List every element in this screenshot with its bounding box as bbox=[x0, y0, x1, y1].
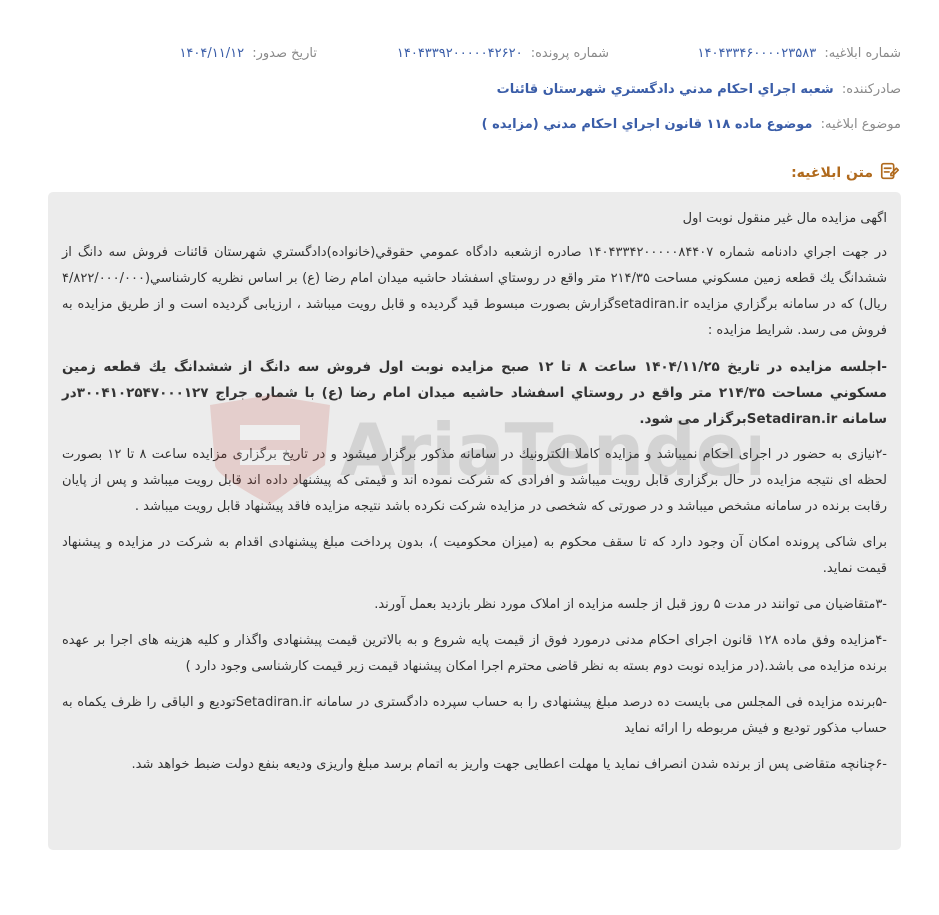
case-number-value: ۱۴۰۴۳۳۹۲۰۰۰۰۰۴۲۶۲۰ bbox=[396, 46, 523, 61]
document-edit-icon bbox=[879, 160, 901, 186]
case-number bbox=[397, 46, 609, 61]
issue-date-value: ۱۴۰۴/۱۱/۱۲ bbox=[179, 46, 245, 61]
notice-number bbox=[698, 46, 902, 61]
issue-date bbox=[179, 46, 317, 61]
issuer bbox=[497, 82, 901, 97]
issue-date-label: تاريخ صدور: bbox=[252, 46, 317, 61]
issuer-value: شعبه اجراي احكام مدني دادگستري شهرستان قائنات bbox=[496, 82, 834, 97]
notice-paragraph: -۲نيازی به حضور در اجرای احكام نميباشد و مزايده كاملا الكترونيك در سامانه مذكور برگزار ميشود و در تاريخ برگزاری مزايده ساعت ۸ تا ۱۲ بصورت لحظه ای نتيجه مزايده در حال برگزاری قابل رويت ميباشد و افرادی كه شركت نموده اند و قيمتی كه پيشنهاد داده اند قابل رويت ميباشد و پس از پايان رقابت برنده در سامانه مشخص ميباشد و در صورتی كه شخصی در مزايده شركت نكرده باشد نتيجه مزايده فاقد پيشنهاد قابل رويت ميباشد . bbox=[62, 447, 887, 514]
subject-label: موضوع ابلاغيه: bbox=[820, 117, 901, 132]
notice-paragraph: -۶چنانچه متقاضی پس از برنده شدن انصراف نمايد يا مهلت اعطايی جهت واريز به اتمام برسد مبلغ واريزی وديعه بنفع دولت ضبط خواهد شد. bbox=[131, 757, 887, 772]
meta-row bbox=[0, 38, 939, 68]
issuer-label: صادرکننده: bbox=[841, 82, 901, 97]
notice-paragraph-bold: -اجلسه مزايده در تاريخ ۱۴۰۴/۱۱/۲۵ ساعت ۸ تا ۱۲ صبح مزايده نوبت اول فروش سه دانگ از ششدانگ يك قطعه زمين مسكوني مساحت ۲۱۴/۳۵ متر واقع در روستاي اسفشاد حاشيه ميدان امام رضا (ع) با شماره جراج ۳۰۰۴۱۰۲۵۴۷۰۰۰۱۲۷در سامانه Setadiran.irبرگزار می شود. bbox=[62, 359, 887, 427]
subject-value: موضوع ماده ۱۱۸ قانون اجراي احكام مدني (مزايده ) bbox=[481, 117, 813, 132]
notice-paragraph: -۵برنده مزايده فی المجلس می بايست ده درصد مبلغ پيشنهادی را به حساب سپرده دادگستری در سامانه Setadiran.irتوديع و الباقی را ظرف يكماه به حساب مذكور توديع و فيش مربوطه را ارائه نمايد bbox=[62, 695, 887, 736]
notice-number-value: ۱۴۰۴۳۳۴۶۰۰۰۰۲۳۵۸۳ bbox=[697, 46, 817, 61]
notice-paragraph: برای شاكی پرونده امكان آن وجود دارد كه تا سقف محكوم به (ميزان محكوميت )، بدون پرداخت مبلغ پيشنهادی اقدام به شركت در مزايده و پيشنهاد قيمت نمايد. bbox=[62, 535, 887, 576]
notice-paragraph: -۴مزايده وفق ماده ۱۲۸ قانون اجرای احكام مدنی درمورد فوق از قيمت پايه شروع و به بالاترين قيمت پيشنهادی واگذار و كليه هزينه های اجرا بر عهده برنده مزايده می باشد.(در مزايده نوبت دوم بسته به نظر قاضی محترم اجرا امكان پيشنهاد قيمت زير قيمت كارشناسی وجود دارد ) bbox=[62, 633, 887, 674]
notice-paragraph: -۳متقاضيان می توانند در مدت ۵ روز قبل از جلسه مزايده از املاک مورد نظر بازديد بعمل آورند. bbox=[374, 597, 887, 612]
subject bbox=[482, 117, 901, 132]
notice-body bbox=[48, 192, 901, 850]
case-number-label: شماره پرونده: bbox=[530, 46, 609, 61]
section-title-text: متن ابلاغيه: bbox=[791, 165, 873, 181]
notice-paragraph: در جهت اجراي دادنامه شماره ۱۴۰۴۳۳۴۲۰۰۰۰۰۸۴۴۰۷ صادره ازشعبه دادگاه عمومي حقوقي(خانواده)دادگستري شهرستان قائنات فروش سه دانگ از ششدانگ يك قطعه زمين مسكوني مساحت ۲۱۴/۳۵ متر واقع در روستاي اسفشاد حاشيه ميدان امام رضا (ع) بر اساس نظريه كارشناسي(۴/۸۲۲/۰۰۰/۰۰۰ ريال) كه در سامانه برگزاري مزايده setadiran.irگزارش بصورت مبسوط قيد گرديده و قابل رويت ميباشد ، ارزيابی گرديده است و از طريق مزايده به فروش می رسد. شرايط مزايده : bbox=[62, 245, 887, 338]
notice-number-label: شماره ابلاغيه: bbox=[824, 46, 901, 61]
notice-heading: اگهی مزایده مال غیر منقول نوبت اول bbox=[682, 211, 887, 226]
section-title bbox=[791, 160, 901, 186]
